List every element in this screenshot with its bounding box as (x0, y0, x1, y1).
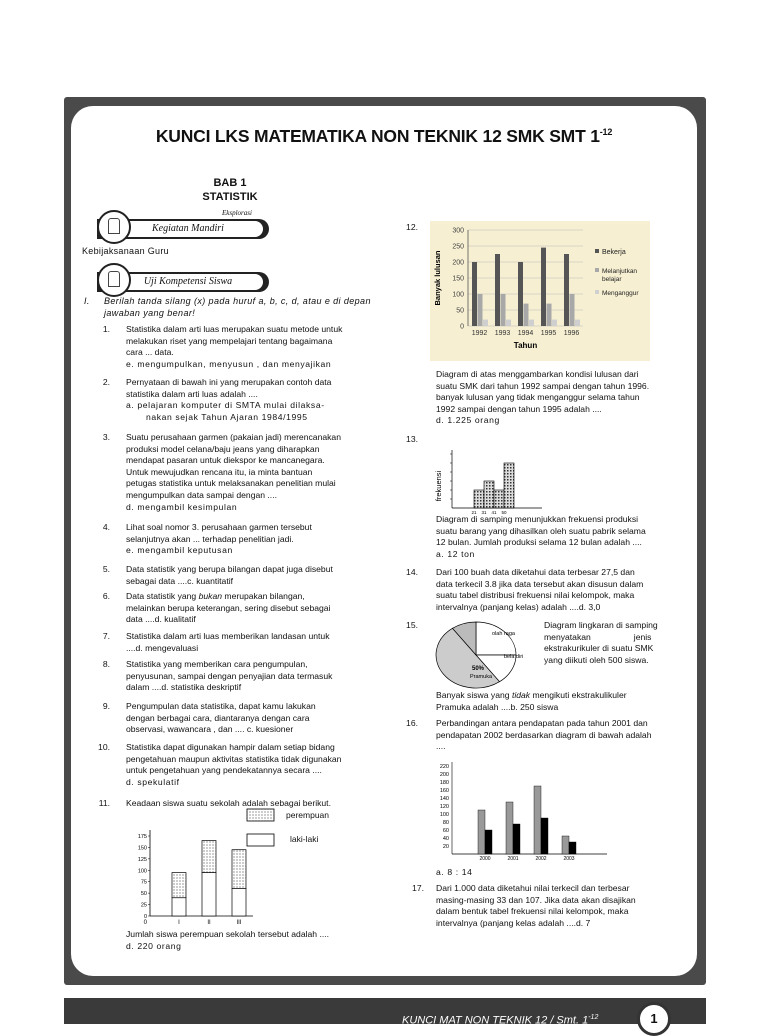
income-bar (562, 836, 569, 854)
x-tick-label: 50 (501, 510, 507, 515)
x-tick-label: 1992 (471, 330, 488, 337)
y-tick-label: 180 (439, 780, 449, 786)
y-tick-label: 175 (137, 834, 147, 840)
legend-swatch (595, 268, 599, 272)
y-tick-label: 220 (439, 764, 449, 770)
x-tick-label: 2001 (507, 856, 519, 862)
histogram-bar (504, 463, 514, 508)
y-tick-label: 50 (140, 891, 147, 898)
slice-label: olah raga (492, 631, 515, 637)
slice-percent: 50% (472, 666, 485, 672)
histogram-bar (474, 490, 484, 508)
y-axis-label: Banyak lulusan (433, 250, 442, 306)
footer-bar (64, 998, 706, 1024)
y-tick-label: 200 (452, 259, 464, 267)
bar-melanjutkan-belajar (501, 294, 506, 326)
chapter-heading (180, 176, 280, 204)
y-tick-label: 50 (456, 307, 464, 315)
y-tick-label: 0 (460, 323, 464, 331)
bar-laki-laki (202, 873, 216, 916)
bar-menganggur (552, 320, 557, 326)
bar-melanjutkan-belajar (524, 304, 529, 326)
y-tick-label: 25 (140, 902, 147, 909)
page-title: KUNCI LKS MATEMATIKA NON TEKNIK 12 SMK SMT $1^{-12}$ (155, 126, 613, 146)
writing-student-icon (97, 263, 131, 297)
y-tick-label: 250 (452, 243, 464, 251)
y-tick-label: 300 (452, 227, 464, 235)
bar-bekerja (541, 248, 546, 326)
legend-laki-laki: laki-laki (290, 834, 319, 844)
histogram-bar (484, 481, 494, 508)
q13-bar-chart (432, 446, 552, 516)
y-tick-label: 160 (439, 788, 449, 794)
bar-bekerja (495, 254, 500, 326)
y-tick-label: 140 (439, 796, 449, 802)
x-tick-label: 21 (471, 510, 477, 515)
y-tick-label: 100 (439, 812, 449, 818)
x-tick-label: 2003 (563, 856, 575, 862)
income-bar (485, 830, 492, 854)
legend-label: Melanjutkan (602, 268, 638, 275)
chapter-number: BAB 1 (213, 177, 247, 189)
instruction-text: Berilah tanda silang (x) pada huruf a, b, c, d, atau e di depan jawaban yang benar! (104, 296, 371, 318)
y-tick-label: 150 (452, 275, 464, 283)
y-tick-label: 20 (442, 844, 449, 850)
y-tick-label: 125 (137, 856, 147, 863)
income-bar (478, 810, 485, 854)
x-tick-label: 2002 (535, 856, 547, 862)
bar-bekerja (564, 254, 569, 326)
bar-menganggur (506, 320, 511, 326)
bar-perempuan (172, 873, 186, 898)
x-tick-label: 41 (491, 510, 497, 515)
reading-student-icon (97, 210, 131, 244)
teacher-discretion-text: Kebijaksanaan Guru (82, 246, 169, 256)
origin-label: 0 (143, 920, 147, 926)
pie-slice (476, 622, 516, 655)
income-bar (541, 818, 548, 854)
chapter-title: STATISTIK (202, 191, 258, 203)
y-tick-label: 150 (137, 845, 147, 852)
y-tick-label: 200 (439, 772, 449, 778)
bar-menganggur (483, 320, 488, 326)
x-tick-label: I (178, 920, 180, 926)
y-tick-label: 100 (137, 868, 147, 875)
x-tick-label: 1993 (494, 330, 511, 337)
income-bar (534, 786, 541, 854)
bar-laki-laki (232, 889, 246, 916)
legend-swatch (595, 290, 599, 294)
y-tick-label: 75 (140, 879, 147, 886)
x-tick-label: 1994 (517, 330, 534, 337)
x-axis-label: Tahun (513, 341, 538, 350)
q11-bar-chart (128, 826, 258, 930)
answer-1: e. mengumpulkan, menyusun , dan menyajikan (126, 358, 332, 369)
y-tick-label: 0 (143, 914, 147, 920)
legend-swatch (595, 249, 599, 253)
x-tick-label: 1996 (563, 330, 580, 337)
slice-label: bela diri (504, 654, 524, 660)
bar-perempuan (232, 850, 246, 889)
answer-13: a. 12 ton (436, 548, 475, 559)
bar-melanjutkan-belajar (570, 294, 575, 326)
bar-bekerja (518, 262, 523, 326)
banner-uji-kompetensi: Uji Kompetensi Siswa (97, 272, 269, 292)
y-tick-label: 60 (442, 828, 449, 834)
answer-2: a. pelajaran komputer di SMTA mulai dilaksa- (126, 400, 325, 411)
bar-menganggur (529, 320, 534, 326)
bar-laki-laki (172, 898, 186, 916)
histogram-bar (494, 490, 504, 508)
legend-label: belajar (602, 276, 622, 283)
income-bar (506, 802, 513, 854)
y-tick-label: 120 (439, 804, 449, 810)
answer-3: d. mengambil kesimpulan (126, 501, 238, 512)
answer-11: d. 220 orang (126, 941, 182, 951)
x-tick-label: III (236, 920, 242, 926)
y-axis-label: frekuensi (434, 470, 443, 502)
x-tick-label: 31 (481, 510, 487, 515)
legend-label: Menganggur (602, 290, 639, 297)
bar-bekerja (472, 262, 477, 326)
legend-label: Bekerja (602, 249, 626, 256)
y-tick-label: 80 (442, 820, 449, 826)
x-tick-label: 2000 (479, 856, 491, 862)
section-number: I. (84, 296, 90, 306)
bar-menganggur (575, 320, 580, 326)
bar-perempuan (202, 841, 216, 873)
page-number: 1 (637, 1002, 671, 1036)
banner-kegiatan-mandiri: Kegiatan Mandiri (97, 219, 269, 239)
bar-melanjutkan-belajar (547, 304, 552, 326)
income-bar (569, 842, 576, 854)
x-tick-label: 1995 (540, 330, 557, 337)
legend-perempuan: perempuan (286, 810, 330, 820)
x-tick-label: II (207, 920, 211, 926)
answer-10: d. spekulatif (126, 776, 180, 787)
slice-label: Pramuka (470, 674, 493, 680)
q12-bar-chart (430, 221, 650, 361)
y-tick-label: 100 (452, 291, 464, 299)
banner-small-label: Eksplorasi (222, 209, 252, 217)
answer-12: d. 1.225 orang (436, 415, 500, 426)
income-bar (513, 824, 520, 854)
footer-text: KUNCI MAT NON TEKNIK 12 / Smt. $1^{-12}$ (402, 1014, 599, 1027)
answer-16: a. 8 : 14 (436, 867, 473, 877)
y-tick-label: 40 (442, 836, 449, 842)
q16-bar-chart (432, 758, 612, 864)
bar-melanjutkan-belajar (478, 294, 483, 326)
answer-4: e. mengambil keputusan (126, 545, 233, 556)
q15-pie-chart (434, 620, 544, 690)
